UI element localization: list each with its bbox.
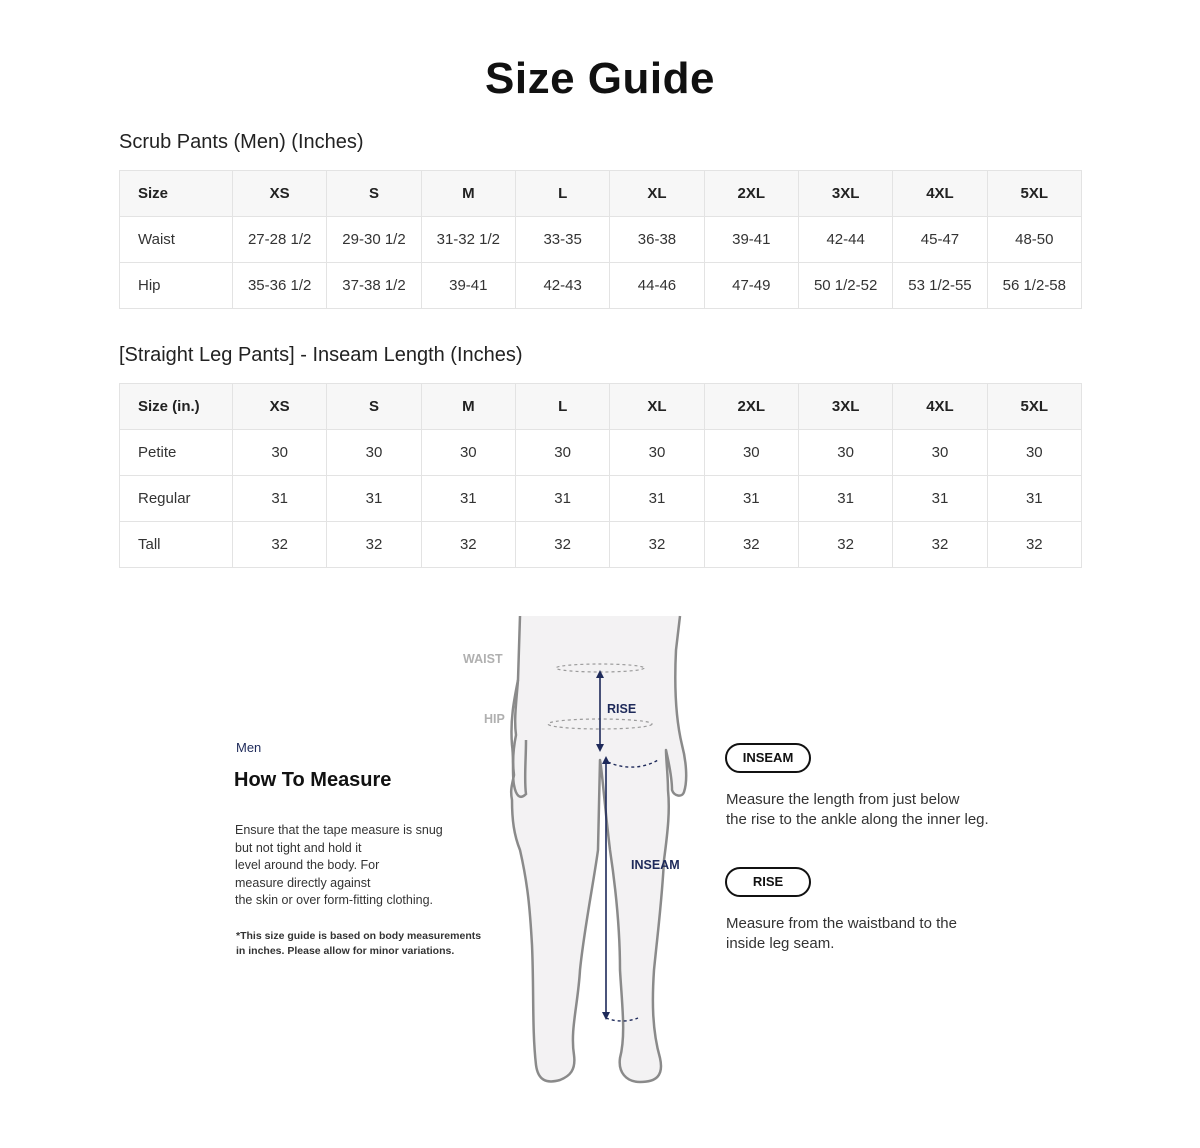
body-measure-figure <box>430 610 730 1090</box>
text-line: Measure the length from just below <box>726 791 960 808</box>
table-cell: 31 <box>798 476 892 522</box>
waist-hip-table <box>119 170 1082 309</box>
table-cell: 39-41 <box>421 263 515 309</box>
table-cell: 36-38 <box>610 217 704 263</box>
text-line: Measure from the waistband to the <box>726 915 957 932</box>
table-cell: 31 <box>704 476 798 522</box>
row-label: Petite <box>120 430 233 476</box>
table-cell: 31 <box>893 476 987 522</box>
table-cell: 48-50 <box>987 217 1081 263</box>
header-cell: 4XL <box>893 171 987 217</box>
table-row <box>120 430 1082 476</box>
table-cell: 47-49 <box>704 263 798 309</box>
table2-title: [Straight Leg Pants] - Inseam Length (Inches) <box>119 344 523 366</box>
table-header-row <box>120 171 1082 217</box>
table-cell: 56 1/2-58 <box>987 263 1081 309</box>
table-cell: 30 <box>610 430 704 476</box>
page-title: Size Guide <box>485 54 715 103</box>
table-cell: 32 <box>233 522 327 568</box>
inseam-table <box>119 383 1082 568</box>
header-cell: 5XL <box>987 384 1081 430</box>
header-cell: XS <box>233 384 327 430</box>
inseam-description <box>726 790 1016 830</box>
table-cell: 32 <box>893 522 987 568</box>
table-cell: 35-36 1/2 <box>233 263 327 309</box>
text-line: Ensure that the tape measure is snug <box>235 823 443 837</box>
waist-label: WAIST <box>463 652 503 666</box>
table-cell: 30 <box>987 430 1081 476</box>
table-cell: 32 <box>798 522 892 568</box>
text-line: but not tight and hold it <box>235 840 362 855</box>
table-cell: 42-44 <box>798 217 892 263</box>
header-cell: XS <box>233 171 327 217</box>
row-label: Waist <box>120 217 233 263</box>
rise-label: RISE <box>607 702 637 716</box>
inseam-label: INSEAM <box>631 858 680 872</box>
table-cell: 31 <box>421 476 515 522</box>
note-line: in inches. Please allow for minor variations. <box>236 945 455 957</box>
table1-title: Scrub Pants (Men) (Inches) <box>119 131 364 153</box>
table-cell: 31 <box>233 476 327 522</box>
table-cell: 33-35 <box>515 217 609 263</box>
table-cell: 42-43 <box>515 263 609 309</box>
table-cell: 32 <box>327 522 421 568</box>
table-cell: 30 <box>327 430 421 476</box>
header-cell: M <box>421 171 515 217</box>
note-line: *This size guide is based on body measurements <box>236 930 482 942</box>
text-line: measure directly against <box>235 875 371 890</box>
table-cell: 31 <box>987 476 1081 522</box>
table-cell: 45-47 <box>893 217 987 263</box>
table-row <box>120 217 1082 263</box>
header-cell: 4XL <box>893 384 987 430</box>
header-cell: L <box>515 384 609 430</box>
header-cell: Size (in.) <box>120 384 233 430</box>
table-cell: 37-38 1/2 <box>327 263 421 309</box>
text-line: inside leg seam. <box>726 935 835 952</box>
header-cell: 2XL <box>704 384 798 430</box>
hip-label: HIP <box>484 712 505 726</box>
table-cell: 44-46 <box>610 263 704 309</box>
table-cell: 39-41 <box>704 217 798 263</box>
header-cell: 5XL <box>987 171 1081 217</box>
table-cell: 32 <box>704 522 798 568</box>
table-cell: 30 <box>893 430 987 476</box>
inseam-badge: INSEAM <box>725 743 811 773</box>
table-cell: 27-28 1/2 <box>233 217 327 263</box>
table-cell: 53 1/2-55 <box>893 263 987 309</box>
row-label: Tall <box>120 522 233 568</box>
header-cell: XL <box>610 384 704 430</box>
row-label: Hip <box>120 263 233 309</box>
category-label: Men <box>236 740 262 755</box>
header-cell: Size <box>120 171 233 217</box>
table-cell: 31-32 1/2 <box>421 217 515 263</box>
table-cell: 30 <box>515 430 609 476</box>
header-cell: L <box>515 171 609 217</box>
table-cell: 31 <box>327 476 421 522</box>
header-cell: XL <box>610 171 704 217</box>
table-cell: 32 <box>987 522 1081 568</box>
text-line: the rise to the ankle along the inner leg. <box>726 811 989 828</box>
table-row <box>120 476 1082 522</box>
table-row <box>120 522 1082 568</box>
table-cell: 30 <box>233 430 327 476</box>
header-cell: 3XL <box>798 384 892 430</box>
header-cell: 3XL <box>798 171 892 217</box>
header-cell: M <box>421 384 515 430</box>
text-line: level around the body. For <box>235 858 380 872</box>
table-header-row <box>120 384 1082 430</box>
header-cell: 2XL <box>704 171 798 217</box>
table-cell: 32 <box>515 522 609 568</box>
table-row <box>120 263 1082 309</box>
table-cell: 32 <box>421 522 515 568</box>
body-silhouette <box>511 616 686 1082</box>
table-cell: 30 <box>798 430 892 476</box>
rise-badge: RISE <box>725 867 811 897</box>
row-label: Regular <box>120 476 233 522</box>
table-cell: 31 <box>515 476 609 522</box>
how-to-measure-title: How To Measure <box>234 769 392 791</box>
text-line: the skin or over form-fitting clothing. <box>235 893 433 907</box>
table-cell: 50 1/2-52 <box>798 263 892 309</box>
header-cell: S <box>327 171 421 217</box>
rise-description <box>726 914 1016 954</box>
table-cell: 29-30 1/2 <box>327 217 421 263</box>
table-cell: 32 <box>610 522 704 568</box>
table-cell: 30 <box>704 430 798 476</box>
table-cell: 31 <box>610 476 704 522</box>
table-cell: 30 <box>421 430 515 476</box>
header-cell: S <box>327 384 421 430</box>
